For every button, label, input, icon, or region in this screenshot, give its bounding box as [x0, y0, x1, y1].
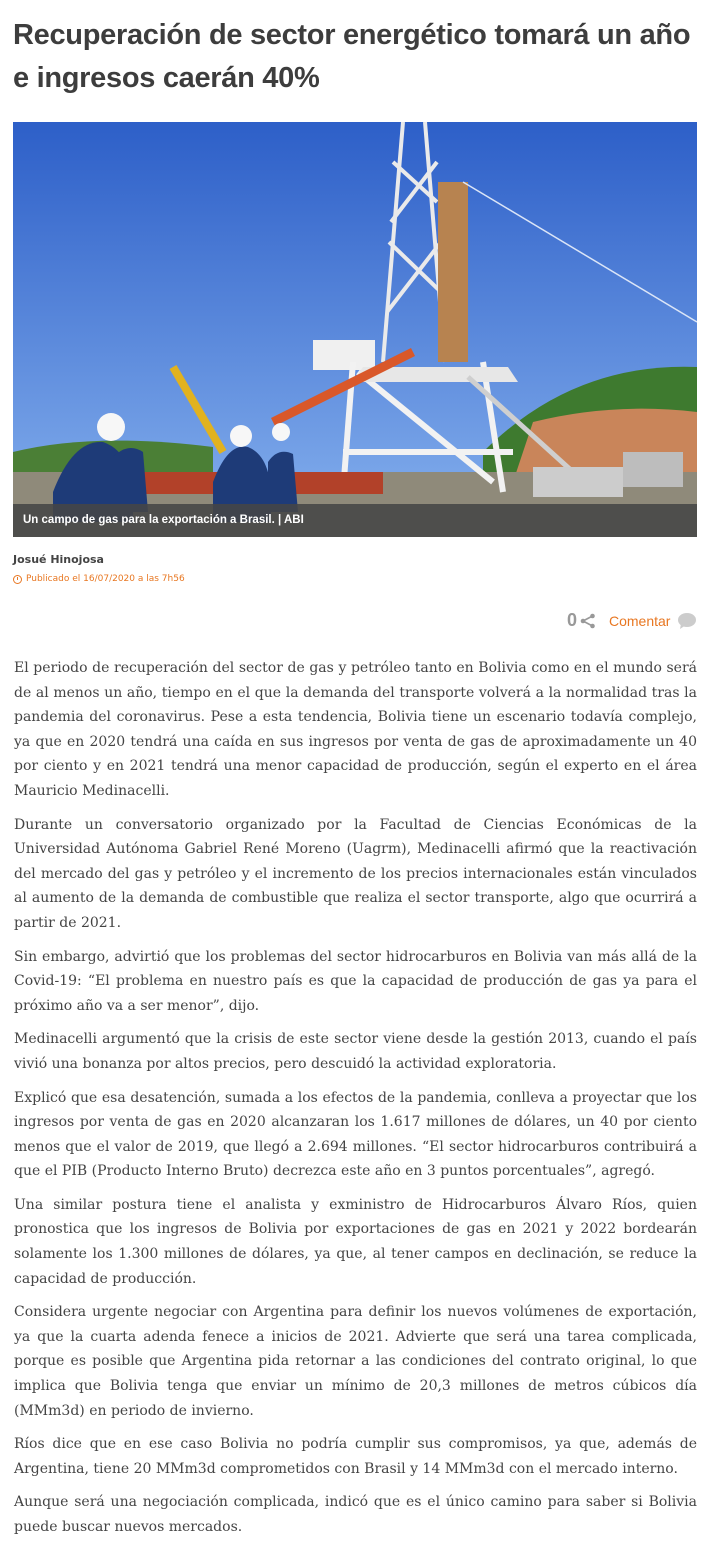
gas-rig-photo [13, 122, 697, 537]
share-count: 0 [567, 610, 578, 630]
share-icon [580, 613, 596, 629]
body-paragraph: Ríos dice que en ese caso Bolivia no podría cumplir sus compromisos, ya que, además de Argentina, tiene 20 MMm3d comprometidos con Brasil y 14 MMm3d con el mercado interno. [14, 1436, 697, 1477]
body-paragraph: El periodo de recuperación del sector de gas y petróleo tanto en Bolivia como en el mundo será de al menos un año, tiempo en el que la demanda del transporte volverá a la normalidad tras la pandemia del coronavirus. Pese a esta tendencia, Bolivia tiene un escenario todavía complejo, ya que en 2020 tendrá una caída en sus ingresos por venta de gas de aproximadamente un 40 por ciento y en 2021 tendrá una menor capacidad de producción, según el experto en el área Mauricio Medinacelli. [14, 660, 697, 799]
clock-icon [13, 575, 22, 584]
body-paragraph: Sin embargo, advirtió que los problemas del sector hidrocarburos en Bolivia van más allá de la Covid-19: “El problema en nuestro país es que la capacidad de producción de gas ya para el próximo año va a ser menor”, dijo. [14, 948, 697, 1014]
body-paragraph: Considera urgente negociar con Argentina para definir los nuevos volúmenes de exportación, ya que la cuarta adenda fenece a inicios de 2021. Advierte que será una tarea complicada, porque es posible que Argentina pida retornar a las condiciones del contrato original, lo que implica que Bolivia tenga que enviar un mínimo de 20,3 millones de metros cúbicos día (MMm3d) en periodo de invierno. [14, 1304, 697, 1419]
publish-date [13, 574, 185, 584]
body-paragraph: Durante un conversatorio organizado por la Facultad de Ciencias Económicas de la Universidad Autónoma Gabriel René Moreno (Uagrm), Medinacelli afirmó que la reactivación del mercado del gas y petróleo y el incremento de los precios internacionales están vinculados al aumento de la demanda de combustible que realiza el sector transporte, algo que ocurrirá a partir de 2021. [14, 816, 697, 931]
body-paragraph: Explicó que esa desatención, sumada a los efectos de la pandemia, conlleva a proyectar que los ingresos por venta de gas en 2020 alcanzaran los 1.617 millones de dólares, un 40 por ciento menos que el valor de 2019, que llegó a 2.694 millones. “El sector hidrocarburos contribuirá a que el PIB (Producto Interno Bruto) decrezca este año en 3 puntos porcentuales”, agregó. [14, 1089, 697, 1180]
article-photo [13, 122, 697, 537]
article-headline: Recuperación de sector energético tomará un año e ingresos caerán 40% [13, 19, 691, 94]
publish-date-text: Publicado el 16/07/2020 a las 7h56 [26, 574, 185, 584]
body-paragraph: Una similar postura tiene el analista y exministro de Hidrocarburos Álvaro Ríos, quien pronostica que los ingresos de Bolivia por exportaciones de gas en 2021 y 2022 bordearán solamente los 1.300 millones de dólares, ya que, al tener campos en declinación, se reduce la capacidad de producción. [14, 1196, 697, 1287]
body-paragraph: Medinacelli argumentó que la crisis de este sector viene desde la gestión 2013, cuando el país vivió una bonanza por altos precios, pero descuidó la actividad exploratoria. [14, 1031, 697, 1072]
comment-label: Comentar [609, 613, 671, 629]
article-author[interactable]: Josué Hinojosa [13, 553, 104, 566]
share-button[interactable] [567, 610, 596, 631]
article-body [14, 656, 697, 1549]
comment-button[interactable] [609, 612, 697, 630]
body-paragraph: Aunque será una negociación complicada, indicó que es el único camino para saber si Bolivia puede buscar nuevos mercados. [14, 1494, 697, 1535]
speech-bubble-icon [677, 612, 697, 630]
photo-caption: Un campo de gas para la exportación a Brasil. | ABI [13, 504, 697, 537]
